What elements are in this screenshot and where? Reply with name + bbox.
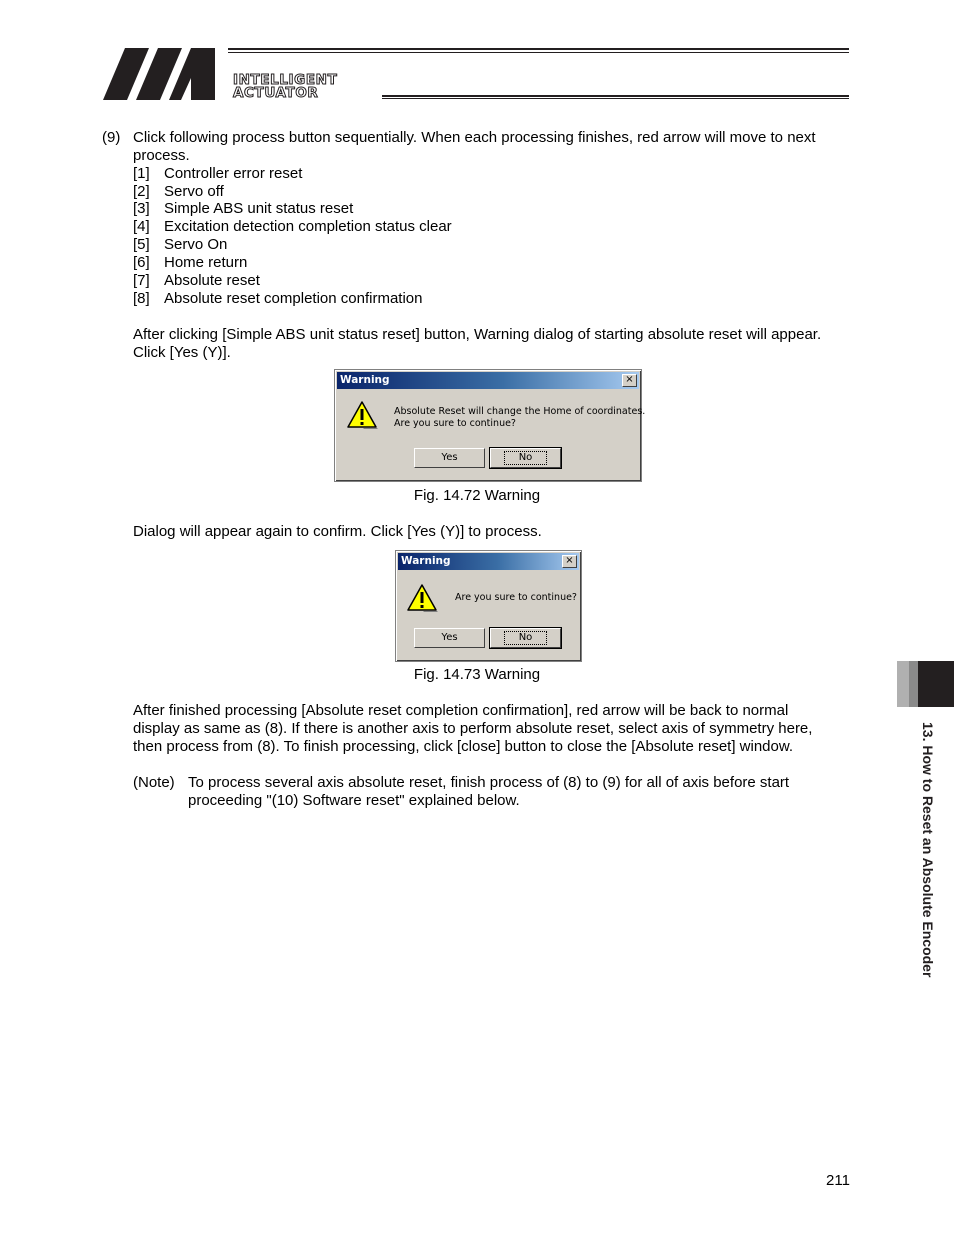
yes-button[interactable] xyxy=(414,628,485,648)
step-text-line2: process. xyxy=(133,147,190,164)
no-button[interactable] xyxy=(490,448,561,468)
list-item-label: Absolute reset xyxy=(164,272,260,289)
list-item-number: [2] xyxy=(133,183,150,200)
dialog-message-line1: Are you sure to continue? xyxy=(455,592,577,603)
paragraph-line: After clicking [Simple ABS unit status reset] button, Warning dialog of starting absolute reset will appear. xyxy=(133,326,822,343)
no-button-label: No xyxy=(504,631,548,645)
warning-dialog-2 xyxy=(395,550,582,662)
step-number: (9) xyxy=(102,129,121,146)
header-rule-top xyxy=(228,48,849,50)
header-rule-top-thin xyxy=(228,52,849,53)
no-button-label: No xyxy=(504,451,548,465)
list-item-label: Servo On xyxy=(164,236,228,253)
yes-button[interactable] xyxy=(414,448,485,468)
yes-button-label: Yes xyxy=(441,632,458,643)
page-number: 211 xyxy=(826,1172,850,1189)
list-item-label: Absolute reset completion confirmation xyxy=(164,290,423,307)
note-label: (Note) xyxy=(133,774,175,791)
paragraph-line: Dialog will appear again to confirm. Click [Yes (Y)] to process. xyxy=(133,523,542,540)
warning-icon xyxy=(346,400,378,430)
no-button[interactable] xyxy=(490,628,561,648)
figure-caption: Fig. 14.72 Warning xyxy=(413,487,541,504)
figure-caption: Fig. 14.73 Warning xyxy=(413,666,541,683)
logo-text-actuator: ACTUATOR xyxy=(233,85,319,101)
warning-icon xyxy=(406,583,438,613)
dialog-message-line2: Are you sure to continue? xyxy=(394,418,516,429)
paragraph-line: After finished processing [Absolute reset completion confirmation], red arrow will be back to normal xyxy=(133,702,789,719)
list-item-label: Excitation detection completion status clear xyxy=(164,218,452,235)
chapter-title-vertical: 13. How to Reset an Absolute Encoder xyxy=(920,722,936,978)
close-button[interactable]: × xyxy=(622,374,637,387)
dialog-titlebar xyxy=(337,372,639,389)
chapter-tab-mid xyxy=(909,661,918,707)
warning-dialog-1 xyxy=(334,369,646,482)
paragraph-line: Click [Yes (Y)]. xyxy=(133,344,231,361)
list-item-number: [3] xyxy=(133,200,150,217)
header-rule-bottom-thin xyxy=(382,98,849,99)
dialog-titlebar xyxy=(398,553,579,570)
step-text-line1: Click following process button sequentially. When each processing finishes, red arrow will move to next xyxy=(133,129,816,146)
list-item-label: Simple ABS unit status reset xyxy=(164,200,354,217)
list-item-label: Servo off xyxy=(164,183,224,200)
dialog-title: Warning xyxy=(340,374,390,386)
paragraph-line: display as same as (8). If there is another axis to perform absolute reset, select axis of symmetry here, xyxy=(133,720,813,737)
dialog-title: Warning xyxy=(401,555,451,567)
paragraph-line: then process from (8). To finish processing, click [close] button to close the [Absolute reset] window. xyxy=(133,738,794,755)
list-item-number: [1] xyxy=(133,165,150,182)
intelligent-actuator-logo xyxy=(103,48,227,100)
list-item-number: [4] xyxy=(133,218,150,235)
close-button[interactable]: × xyxy=(562,555,577,568)
list-item-number: [8] xyxy=(133,290,150,307)
list-item-number: [7] xyxy=(133,272,150,289)
list-item-number: [6] xyxy=(133,254,150,271)
note-text-line1: To process several axis absolute reset, finish process of (8) to (9) for all of axis before start xyxy=(188,774,790,791)
list-item-label: Home return xyxy=(164,254,248,271)
chapter-tab-dark xyxy=(918,661,954,707)
logo-text-intelligent: INTELLIGENT xyxy=(233,72,338,88)
dialog-message-line1: Absolute Reset will change the Home of coordinates. xyxy=(394,406,646,417)
list-item-label: Controller error reset xyxy=(164,165,303,182)
note-text-line2: proceeding "(10) Software reset" explained below. xyxy=(188,792,520,809)
header-rule-bottom xyxy=(382,95,849,97)
yes-button-label: Yes xyxy=(441,452,458,463)
list-item-number: [5] xyxy=(133,236,150,253)
